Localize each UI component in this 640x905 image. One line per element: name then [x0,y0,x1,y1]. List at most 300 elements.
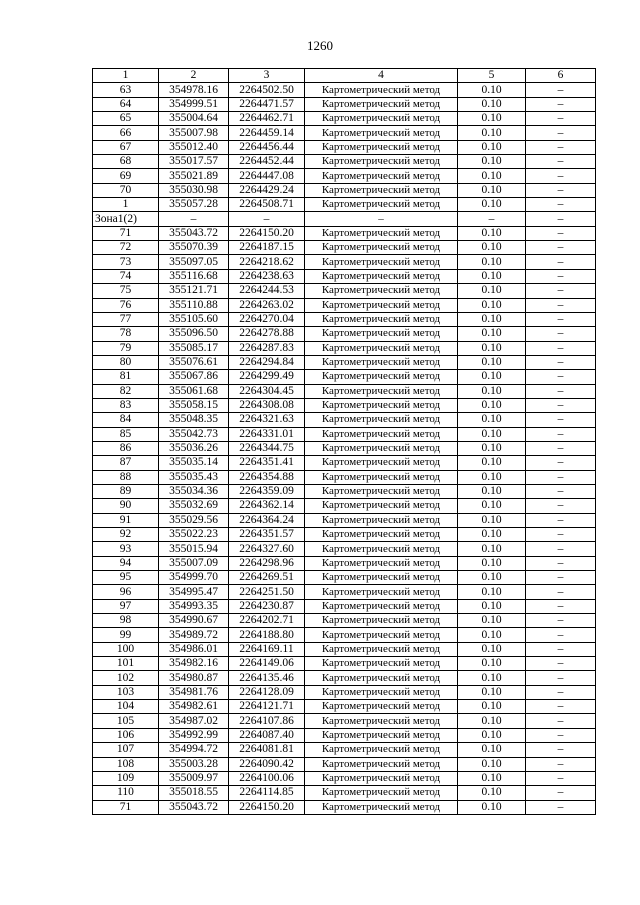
table-cell: 2264508.71 [229,198,305,212]
table-cell: – [526,413,596,427]
table-cell: 0.10 [458,284,526,298]
table-cell: 0.10 [458,198,526,212]
column-header: 3 [229,69,305,83]
table-cell: 0.10 [458,312,526,326]
table-cell: 0.10 [458,226,526,240]
table-cell: – [526,470,596,484]
table-cell: 2264299.49 [229,370,305,384]
table-cell: Картометрический метод [305,341,458,355]
table-cell: 2264304.45 [229,384,305,398]
table-cell: – [526,97,596,111]
table-cell: 94 [93,556,159,570]
table-cell: Картометрический метод [305,413,458,427]
table-cell: – [526,728,596,742]
table-cell: 2264090.42 [229,757,305,771]
table-cell: Картометрический метод [305,97,458,111]
table-cell: 354994.72 [159,743,229,757]
table-cell: 107 [93,743,159,757]
table-row [93,571,596,585]
table-cell: – [526,786,596,800]
table-cell: 0.10 [458,384,526,398]
page-number: 1260 [307,38,333,53]
table-cell: 77 [93,312,159,326]
table-cell: Картометрический метод [305,441,458,455]
table-cell: 97 [93,599,159,613]
table-cell: 79 [93,341,159,355]
table-cell: 81 [93,370,159,384]
table-cell: 108 [93,757,159,771]
table-cell: Картометрический метод [305,370,458,384]
table-cell: 355021.89 [159,169,229,183]
table-cell: 2264149.06 [229,657,305,671]
table-cell: 67 [93,140,159,154]
table-cell: Картометрический метод [305,599,458,613]
table-row [93,499,596,513]
table-cell: 0.10 [458,183,526,197]
table-header-row [93,69,596,83]
table-cell: – [526,155,596,169]
table-cell: 0.10 [458,327,526,341]
table-cell: 355015.94 [159,542,229,556]
table-cell: 2264107.86 [229,714,305,728]
table-cell: Картометрический метод [305,771,458,785]
table-row [93,169,596,183]
table-row [93,255,596,269]
table-cell: 2264087.40 [229,728,305,742]
table-cell: 0.10 [458,743,526,757]
table-row [93,198,596,212]
table-cell: 355022.23 [159,528,229,542]
table-cell: Картометрический метод [305,427,458,441]
table-cell: 2264238.63 [229,269,305,283]
table-row [93,470,596,484]
table-cell: 76 [93,298,159,312]
table-cell: 355076.61 [159,355,229,369]
table-row [93,642,596,656]
table-cell: Картометрический метод [305,269,458,283]
table-cell: 0.10 [458,427,526,441]
table-cell: 355003.28 [159,757,229,771]
table-cell: – [526,126,596,140]
table-cell: 2264502.50 [229,83,305,97]
table-cell: Картометрический метод [305,714,458,728]
table-cell: 355043.72 [159,800,229,814]
table-cell: – [526,513,596,527]
table-cell: 106 [93,728,159,742]
table-cell: 355035.14 [159,456,229,470]
table-cell: Картометрический метод [305,470,458,484]
table-cell: 2264100.06 [229,771,305,785]
table-cell: Картометрический метод [305,685,458,699]
table-cell: 90 [93,499,159,513]
table-cell: 355043.72 [159,226,229,240]
table-cell: 0.10 [458,413,526,427]
table-cell: 0.10 [458,657,526,671]
table-cell: 70 [93,183,159,197]
table-cell: 74 [93,269,159,283]
table-cell: Картометрический метод [305,484,458,498]
table-cell: 88 [93,470,159,484]
table-cell: 109 [93,771,159,785]
table-cell: 0.10 [458,398,526,412]
table-cell: 2264471.57 [229,97,305,111]
table-cell: – [526,112,596,126]
table-cell: 110 [93,786,159,800]
table-row [93,155,596,169]
table-cell: – [526,370,596,384]
table-cell: Картометрический метод [305,126,458,140]
table-cell: 355096.50 [159,327,229,341]
table-cell: 1 [93,198,159,212]
table-cell: 0.10 [458,470,526,484]
table-cell: 355017.57 [159,155,229,169]
table-cell: 2264344.75 [229,441,305,455]
table-cell: 2264452.44 [229,155,305,169]
table-cell: 0.10 [458,341,526,355]
table-row [93,355,596,369]
table-cell: 355121.71 [159,284,229,298]
table-row [93,556,596,570]
table-cell: 0.10 [458,456,526,470]
table-cell: – [526,657,596,671]
table-cell: 71 [93,226,159,240]
table-cell: 355007.98 [159,126,229,140]
table-cell: 354981.76 [159,685,229,699]
table-cell: Картометрический метод [305,140,458,154]
table-cell: 354993.35 [159,599,229,613]
table-cell: 0.10 [458,642,526,656]
table-row [93,398,596,412]
table-row [93,284,596,298]
table-cell: 63 [93,83,159,97]
table-cell: – [526,269,596,283]
table-cell: – [526,599,596,613]
table-cell: 2264462.71 [229,112,305,126]
table-cell: 86 [93,441,159,455]
table-cell: Картометрический метод [305,571,458,585]
table-cell: Картометрический метод [305,556,458,570]
column-header: 2 [159,69,229,83]
table-cell: 0.10 [458,671,526,685]
table-cell: 355032.69 [159,499,229,513]
table-cell: Картометрический метод [305,728,458,742]
table-row [93,585,596,599]
table-cell: – [526,714,596,728]
table-row [93,427,596,441]
table-row [93,441,596,455]
table-cell: Картометрический метод [305,700,458,714]
table-cell: 2264321.63 [229,413,305,427]
table-cell: Картометрический метод [305,628,458,642]
table-cell: 2264294.84 [229,355,305,369]
table-cell: 78 [93,327,159,341]
table-cell: 0.10 [458,441,526,455]
column-header: 6 [526,69,596,83]
table-cell: 0.10 [458,771,526,785]
table-cell: 2264331.01 [229,427,305,441]
table-cell: – [229,212,305,226]
table-cell: Картометрический метод [305,642,458,656]
table-cell: 2264202.71 [229,614,305,628]
table-cell: – [526,255,596,269]
table-cell: 99 [93,628,159,642]
table-cell: 0.10 [458,628,526,642]
table-row [93,599,596,613]
table-cell: – [526,355,596,369]
table-cell: Картометрический метод [305,327,458,341]
table-cell: 0.10 [458,83,526,97]
table-row [93,413,596,427]
table-cell: 355009.97 [159,771,229,785]
table-cell: – [526,528,596,542]
table-row [93,226,596,240]
table-cell: 354992.99 [159,728,229,742]
table-cell: 355034.36 [159,484,229,498]
table-cell: 71 [93,800,159,814]
table-cell: 2264114.85 [229,786,305,800]
table-cell: 101 [93,657,159,671]
table-cell: 354995.47 [159,585,229,599]
table-row [93,269,596,283]
table-row [93,614,596,628]
table-cell: 0.10 [458,700,526,714]
table-cell: 2264128.09 [229,685,305,699]
table-row [93,685,596,699]
table-cell: 0.10 [458,97,526,111]
table-row [93,528,596,542]
table-cell: Картометрический метод [305,786,458,800]
table-cell: 2264364.24 [229,513,305,527]
table-cell: – [526,441,596,455]
table-cell: 85 [93,427,159,441]
table-cell: 0.10 [458,614,526,628]
table-cell: Картометрический метод [305,800,458,814]
table-cell: Картометрический метод [305,355,458,369]
table-cell: 2264351.57 [229,528,305,542]
table-row [93,312,596,326]
table-cell: 0.10 [458,528,526,542]
table-cell: 103 [93,685,159,699]
table-row [93,628,596,642]
table-cell: 2264459.14 [229,126,305,140]
table-cell: Картометрический метод [305,241,458,255]
table-cell: 2264327.60 [229,542,305,556]
table-cell: 0.10 [458,685,526,699]
table-cell: 355012.40 [159,140,229,154]
table-cell: 354978.16 [159,83,229,97]
table-cell: 82 [93,384,159,398]
table-cell: 2264298.96 [229,556,305,570]
table-cell: 0.10 [458,298,526,312]
table-cell: 2264287.83 [229,341,305,355]
table-cell: 2264218.62 [229,255,305,269]
table-cell: Картометрический метод [305,284,458,298]
table-cell: 0.10 [458,255,526,269]
table-cell: Картометрический метод [305,198,458,212]
table-cell: Картометрический метод [305,743,458,757]
table-cell: 2264150.20 [229,226,305,240]
table-cell: 354999.70 [159,571,229,585]
table-cell: Картометрический метод [305,614,458,628]
table-cell: 89 [93,484,159,498]
table-cell: 2264429.24 [229,183,305,197]
table-cell: 0.10 [458,112,526,126]
table-cell: – [526,341,596,355]
table-cell: Картометрический метод [305,298,458,312]
table-cell: Картометрический метод [305,542,458,556]
table-cell: 2264362.14 [229,499,305,513]
table-cell: 0.10 [458,484,526,498]
table-cell: 355048.35 [159,413,229,427]
table-cell: 355058.15 [159,398,229,412]
table-cell: 354989.72 [159,628,229,642]
table-cell: – [526,800,596,814]
table-cell: 96 [93,585,159,599]
column-header: 1 [93,69,159,83]
table-cell: – [526,628,596,642]
table-cell: 98 [93,614,159,628]
table-cell: 0.10 [458,355,526,369]
table-cell: Картометрический метод [305,83,458,97]
table-cell: 354999.51 [159,97,229,111]
table-cell: Картометрический метод [305,657,458,671]
table-cell: Зона1(2) [93,212,159,226]
table-cell: – [526,298,596,312]
table-cell: 2264230.87 [229,599,305,613]
table-cell: – [526,542,596,556]
table-cell: Картометрический метод [305,312,458,326]
table-cell: 68 [93,155,159,169]
table-cell: 0.10 [458,556,526,570]
table-cell: – [526,642,596,656]
table-row [93,671,596,685]
table-cell: – [526,83,596,97]
table-cell: 2264121.71 [229,700,305,714]
table-cell: 0.10 [458,542,526,556]
table-cell: 355018.55 [159,786,229,800]
table-cell: 355085.17 [159,341,229,355]
table-row [93,370,596,384]
table-cell: 0.10 [458,499,526,513]
table-cell: 2264188.80 [229,628,305,642]
table-cell: 2264359.09 [229,484,305,498]
table-cell: 2264169.11 [229,642,305,656]
table-body [93,83,596,815]
table-cell: 0.10 [458,169,526,183]
table-cell: 354986.01 [159,642,229,656]
table-cell: 84 [93,413,159,427]
table-cell: – [526,198,596,212]
table-cell: 2264447.08 [229,169,305,183]
table-row [93,800,596,814]
table-cell: 69 [93,169,159,183]
table-cell: – [305,212,458,226]
table-row [93,241,596,255]
coordinates-table [92,68,596,815]
table-row [93,97,596,111]
table-cell: 0.10 [458,241,526,255]
table-cell: – [526,384,596,398]
table-cell: 0.10 [458,370,526,384]
table-cell: – [458,212,526,226]
table-cell: 102 [93,671,159,685]
table-cell: Картометрический метод [305,398,458,412]
table-cell: 0.10 [458,513,526,527]
table-cell: 100 [93,642,159,656]
table-cell: – [526,556,596,570]
table-row [93,126,596,140]
table-cell: – [526,700,596,714]
table-row [93,212,596,226]
table-cell: 80 [93,355,159,369]
table-row [93,183,596,197]
table-row [93,327,596,341]
table-cell: 355057.28 [159,198,229,212]
table-cell: 2264269.51 [229,571,305,585]
table-cell: 0.10 [458,714,526,728]
table-cell: 355061.68 [159,384,229,398]
table-cell: – [526,499,596,513]
table-cell: – [526,212,596,226]
table-row [93,771,596,785]
table-cell: – [526,427,596,441]
table-row [93,341,596,355]
table-cell: 355067.86 [159,370,229,384]
table-cell: Картометрический метод [305,155,458,169]
table-cell: Картометрический метод [305,499,458,513]
table-row [93,456,596,470]
table-cell: Картометрический метод [305,671,458,685]
table-cell: Картометрический метод [305,456,458,470]
table-row [93,513,596,527]
table-row [93,728,596,742]
table-cell: Картометрический метод [305,112,458,126]
table-cell: 105 [93,714,159,728]
table-cell: 355110.88 [159,298,229,312]
table-cell: 92 [93,528,159,542]
table-cell: 2264456.44 [229,140,305,154]
table-cell: 0.10 [458,728,526,742]
table-row [93,743,596,757]
table-cell: 2264270.04 [229,312,305,326]
table-row [93,714,596,728]
table-cell: – [526,456,596,470]
column-header: 5 [458,69,526,83]
table-row [93,140,596,154]
table-cell: Картометрический метод [305,585,458,599]
table-cell: 2264135.46 [229,671,305,685]
table-cell: 355097.05 [159,255,229,269]
table-cell: 355105.60 [159,312,229,326]
table-cell: 355030.98 [159,183,229,197]
table-cell: 355004.64 [159,112,229,126]
table-cell: 2264351.41 [229,456,305,470]
table-cell: 0.10 [458,757,526,771]
table-cell: 75 [93,284,159,298]
table-cell: – [526,571,596,585]
table-cell: 355042.73 [159,427,229,441]
table-row [93,484,596,498]
table-row [93,786,596,800]
table-cell: – [526,398,596,412]
table-cell: 2264278.88 [229,327,305,341]
table-cell: 2264150.20 [229,800,305,814]
table-cell: 2264081.81 [229,743,305,757]
table-cell: 354987.02 [159,714,229,728]
table-cell: 0.10 [458,140,526,154]
table-cell: – [526,585,596,599]
table-cell: Картометрический метод [305,513,458,527]
